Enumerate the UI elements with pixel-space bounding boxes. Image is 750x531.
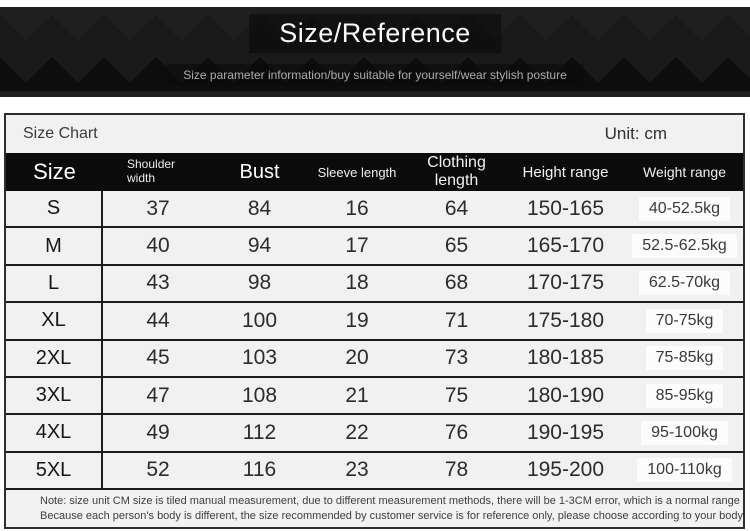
cell-size: 4XL	[6, 415, 103, 450]
cell-height: 190-195	[526, 420, 605, 444]
note-line-1: Note: size unit CM size is tiled manual measurement, due to different measurement methods, there will be 1-3CM error, which is a normal range	[40, 494, 740, 507]
cell-shoulder: 45	[146, 346, 170, 370]
cell-bust: 84	[247, 196, 272, 220]
cell-height: 180-185	[526, 346, 605, 370]
cell-sleeve: 22	[345, 420, 369, 444]
cell-height: 195-200	[526, 458, 605, 482]
cell-height: 180-190	[526, 383, 605, 407]
cell-height: 170-175	[526, 271, 605, 295]
cell-weight	[626, 453, 743, 488]
cell-clothing: 76	[444, 420, 469, 444]
cell-bust: 103	[241, 346, 278, 370]
cell-weight	[626, 378, 743, 413]
cell-weight	[626, 415, 743, 450]
cell-weight	[626, 303, 743, 338]
cell-clothing: 75	[444, 383, 469, 407]
cell-height: 175-180	[526, 308, 605, 332]
cell-weight	[626, 341, 743, 376]
cell-weight	[626, 228, 743, 263]
cell-clothing: 73	[444, 346, 469, 370]
header-weight-range: Weight range	[642, 164, 726, 180]
cell-shoulder: 40	[146, 234, 170, 258]
measurement-note	[6, 490, 746, 527]
cell-bust: 94	[247, 234, 272, 258]
cell-sleeve: 20	[345, 346, 369, 370]
cell-size: L	[6, 266, 103, 301]
unit-label: Unit: cm	[604, 124, 667, 143]
table-row-m	[6, 228, 743, 265]
cell-sleeve: 19	[345, 308, 369, 332]
cell-size: 5XL	[6, 453, 103, 488]
cell-bust: 100	[241, 308, 278, 332]
weight-value: 75-85kg	[646, 346, 724, 370]
header-shoulder-width	[103, 153, 213, 191]
cell-size: XL	[6, 303, 103, 338]
size-chart-panel	[4, 113, 745, 529]
table-row-l	[6, 266, 743, 303]
cell-shoulder: 44	[146, 308, 170, 332]
cell-bust: 98	[247, 271, 272, 295]
cell-clothing: 68	[444, 271, 469, 295]
cell-height: 165-170	[526, 234, 605, 258]
cell-size: 2XL	[6, 341, 103, 376]
cell-bust: 116	[242, 458, 277, 482]
cell-clothing: 64	[444, 196, 469, 220]
cell-sleeve: 23	[345, 458, 369, 482]
table-header-row	[6, 153, 743, 191]
weight-value: 40-52.5kg	[639, 197, 730, 221]
weight-value: 52.5-62.5kg	[632, 234, 737, 258]
cell-clothing: 65	[444, 234, 469, 258]
header-sleeve-length: Sleeve length	[317, 164, 397, 180]
weight-value: 95-100kg	[641, 421, 728, 445]
weight-value: 100-110kg	[637, 458, 731, 482]
cell-size: M	[6, 228, 103, 263]
banner	[0, 7, 750, 97]
cell-bust: 108	[241, 383, 278, 407]
table-row-2xl	[6, 341, 743, 378]
cell-shoulder: 47	[146, 383, 170, 407]
weight-value: 85-95kg	[646, 384, 724, 408]
weight-value: 62.5-70kg	[639, 271, 730, 295]
cell-size: 3XL	[6, 378, 103, 413]
cell-shoulder: 49	[146, 420, 170, 444]
cell-clothing: 78	[444, 458, 469, 482]
table-row-3xl	[6, 378, 743, 415]
cell-shoulder: 37	[146, 196, 170, 220]
header-height-range: Height range	[522, 163, 609, 181]
cell-size: S	[6, 191, 103, 226]
note-line-2: Because each person's body is different, the size recommended by customer service is for reference only, please choose according to your body.	[40, 509, 746, 522]
cell-weight	[626, 266, 743, 301]
cell-height: 150-165	[526, 196, 605, 220]
table-row-4xl	[6, 415, 743, 452]
header-bust: Bust	[239, 160, 280, 183]
table-row-xl	[6, 303, 743, 340]
banner-subtitle: Size parameter information/buy suitable for yourself/wear stylish posture	[167, 64, 583, 86]
cell-clothing: 71	[444, 308, 469, 332]
weight-value: 70-75kg	[646, 309, 724, 333]
cell-sleeve: 17	[345, 234, 369, 258]
header-size: Size	[33, 159, 76, 184]
cell-sleeve: 16	[345, 196, 369, 220]
panel-title: Size Chart	[23, 125, 98, 142]
cell-shoulder: 43	[146, 271, 170, 295]
panel-title-bar	[6, 115, 743, 153]
cell-weight	[626, 191, 743, 226]
header-clothing-length: Clothing length	[427, 154, 486, 189]
table-row-5xl	[6, 453, 743, 490]
cell-sleeve: 18	[345, 271, 369, 295]
cell-sleeve: 21	[345, 383, 369, 407]
cell-bust: 112	[242, 420, 277, 444]
cell-shoulder: 52	[146, 458, 170, 482]
table-row-s	[6, 191, 743, 228]
banner-title: Size/Reference	[249, 14, 501, 53]
header-shoulder-width-label: Shoulder width	[127, 157, 176, 185]
